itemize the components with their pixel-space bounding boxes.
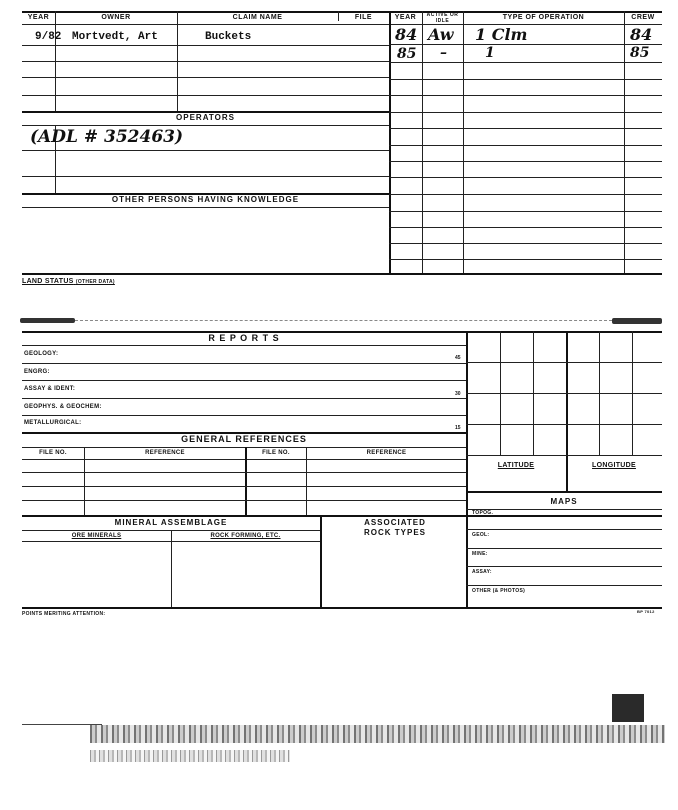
claim-year: 9/82 (35, 31, 62, 43)
land-status-text: LAND STATUS (22, 278, 74, 285)
scan-smudge-left (20, 318, 75, 323)
col-header-owner: OWNER (101, 14, 131, 21)
map-topog: TOPOG. (472, 510, 494, 516)
ref-file-no-header-2: FILE NO. (262, 450, 290, 456)
col-header-type-of-operation: TYPE OF OPERATION (502, 14, 585, 21)
general-references-title: GENERAL REFERENCES (181, 434, 307, 444)
ore-minerals-header: ORE MINERALS (71, 533, 122, 539)
points-meriting-attention: POINTS MERITING ATTENTION: (22, 611, 106, 617)
ref-reference-header: REFERENCE (145, 450, 185, 456)
mineral-assemblage-title: MINERAL ASSEMBLAGE (114, 518, 228, 527)
maps-title: MAPS (550, 497, 578, 506)
scan-smudge-right (612, 318, 662, 324)
report-engrg: ENGRG: (24, 369, 50, 375)
operators-title: OPERATORS (176, 113, 235, 122)
land-status-note: (OTHER DATA) (75, 279, 115, 285)
ref-file-no-header: FILE NO. (39, 450, 67, 456)
operators-entry: (ADL # 352463) (30, 127, 184, 147)
form-number: BP 7012 (637, 609, 655, 614)
claim-name: Buckets (205, 31, 252, 43)
scan-noise-band-2 (90, 750, 290, 762)
claim-owner: Mortvedt, Art (72, 31, 158, 43)
map-assay: ASSAY: (472, 569, 492, 575)
activity-crew-1: 84 (630, 25, 653, 44)
col-header-active-idle: ACTIVE OR IDLE (426, 12, 459, 24)
report-geophys: GEOPHYS. & GEOCHEM: (24, 404, 102, 410)
col-header-year: YEAR (27, 14, 50, 21)
map-geol: GEOL: (472, 532, 490, 538)
other-persons-title: OTHER PERSONS HAVING KNOWLEDGE (111, 195, 300, 204)
col-header-year-2: YEAR (394, 14, 417, 21)
col-header-file: FILE (354, 14, 373, 21)
longitude-label: LONGITUDE (592, 462, 636, 469)
ref-reference-header-2: REFERENCE (366, 450, 407, 456)
report-geology: GEOLOGY: (24, 351, 59, 357)
col-header-claim-name: CLAIM NAME (232, 14, 283, 21)
activity-type-1: 1 Clm (475, 25, 528, 44)
scan-noise-block (612, 694, 644, 722)
land-status-label (22, 278, 115, 285)
map-other: OTHER (& PHOTOS) (472, 588, 526, 594)
report-assay: ASSAY & IDENT: (24, 386, 76, 392)
map-mine: MINE: (472, 551, 488, 557)
report-metallurgical-num: 15 (455, 425, 461, 431)
report-geology-num: 45 (455, 355, 461, 361)
scan-noise-band (90, 725, 665, 743)
activity-year-2: 85 (397, 46, 417, 62)
reports-title: R E P O R T S (208, 333, 280, 343)
activity-type-2: 1 (485, 45, 495, 61)
report-assay-num: 30 (455, 391, 461, 397)
activity-crew-2: 85 (630, 45, 650, 61)
col-header-crew: CREW (631, 14, 655, 21)
rock-forming-header: ROCK FORMING, ETC. (210, 533, 281, 539)
latitude-label: LATITUDE (497, 462, 535, 469)
associated-rock-types: ASSOCIATED ROCK TYPES (363, 518, 426, 537)
activity-year-1: 84 (395, 25, 418, 44)
report-metallurgical: METALLURGICAL: (24, 420, 82, 426)
activity-active-1: Aw (428, 25, 454, 44)
activity-active-2: – (440, 45, 447, 61)
